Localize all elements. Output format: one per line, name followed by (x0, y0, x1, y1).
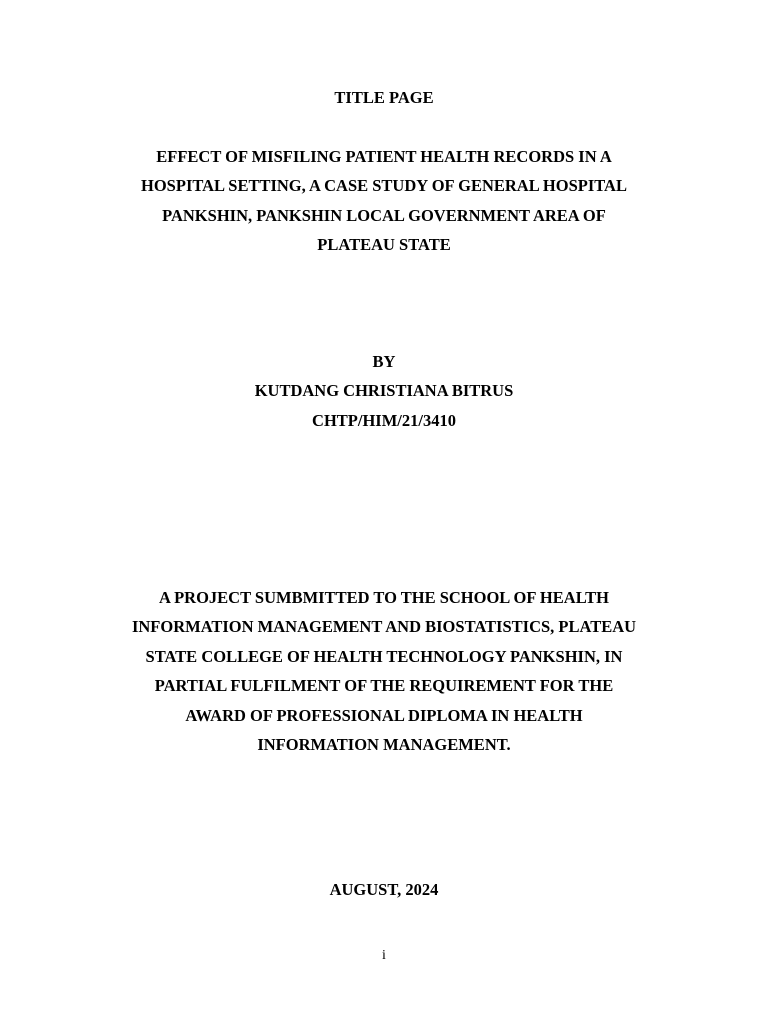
submission-line: INFORMATION MANAGEMENT. (257, 735, 511, 755)
date-text: AUGUST, 2024 (329, 880, 439, 899)
submission-line: INFORMATION MANAGEMENT AND BIOSTATISTICS, PLATEAU (131, 617, 637, 637)
submission-statement (94, 583, 674, 759)
heading-text: TITLE PAGE (334, 88, 434, 107)
title-line: HOSPITAL SETTING, A CASE STUDY OF GENERAL HOSPITAL (141, 176, 627, 196)
author-info (94, 347, 674, 435)
title-line: PLATEAU STATE (317, 235, 451, 255)
page-heading (94, 83, 674, 112)
page-number: i (382, 948, 386, 963)
author-name: KUTDANG CHRISTIANA BITRUS (254, 381, 514, 401)
submission-line: STATE COLLEGE OF HEALTH TECHNOLOGY PANKSHIN, IN (145, 646, 623, 666)
submission-line: PARTIAL FULFILMENT OF THE REQUIREMENT FOR THE (154, 676, 614, 696)
submission-line: A PROJECT SUMBMITTED TO THE SCHOOL OF HEALTH (158, 588, 610, 607)
title-line: PANKSHIN, PANKSHIN LOCAL GOVERNMENT AREA OF (162, 205, 606, 225)
title-line: EFFECT OF MISFILING PATIENT HEALTH RECORDS IN A (156, 147, 612, 166)
by-label: BY (372, 352, 396, 371)
submission-date (94, 875, 674, 904)
submission-line: AWARD OF PROFESSIONAL DIPLOMA IN HEALTH (185, 705, 583, 725)
registration-number: CHTP/HIM/21/3410 (312, 410, 456, 430)
project-title (94, 142, 674, 260)
